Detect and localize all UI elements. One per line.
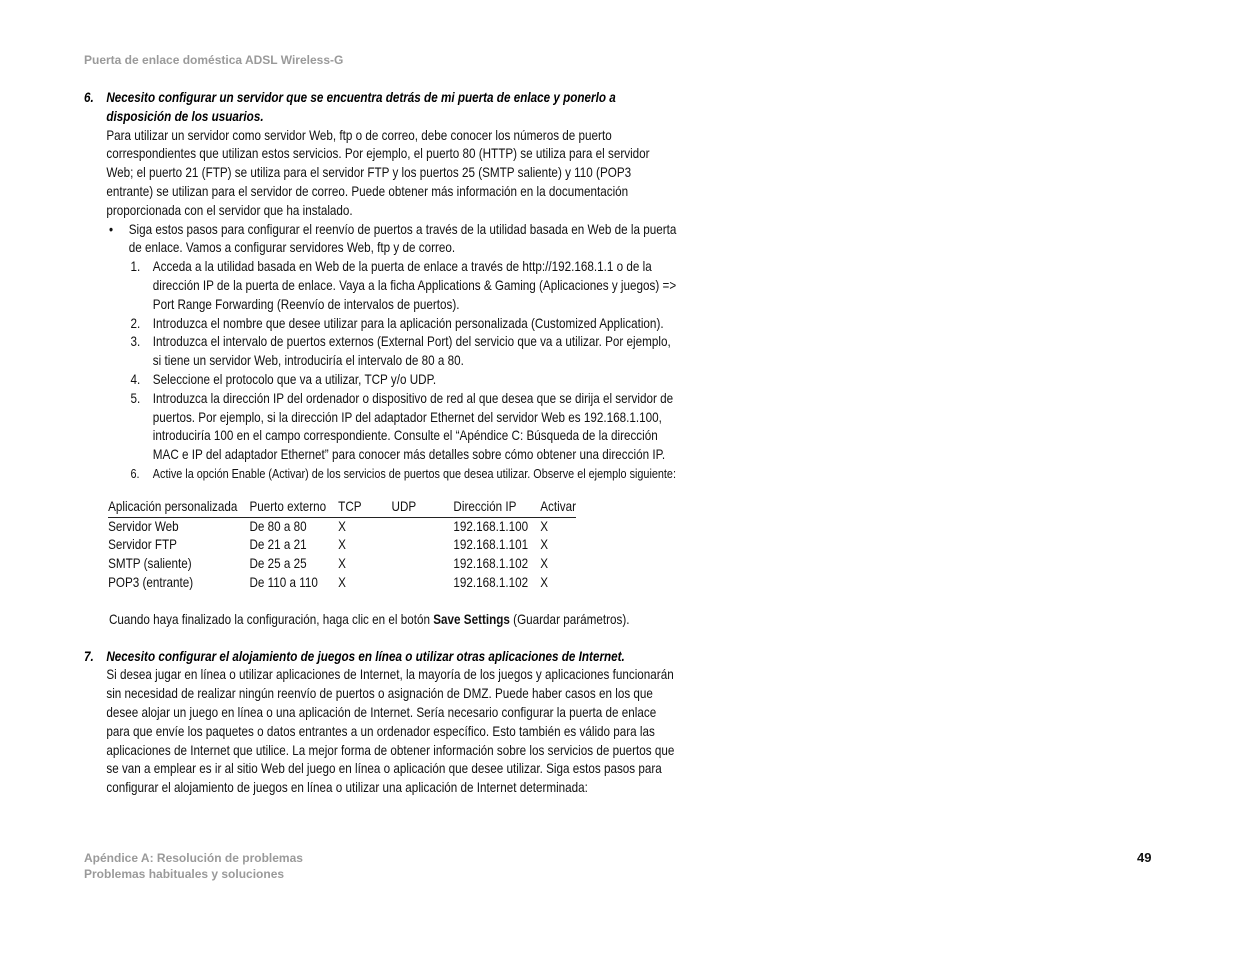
table-cell: X	[540, 574, 549, 590]
table-cell: X	[540, 537, 549, 553]
question-7-title-text: Necesito configurar el alojamiento de juegos en línea o utilizar otras aplicaciones de Internet.	[106, 648, 625, 664]
question-7	[84, 648, 677, 798]
step-number: 2.	[130, 315, 141, 331]
steps-list	[84, 258, 677, 484]
column-header: UDP	[392, 498, 454, 517]
save-settings-label: Save Settings	[433, 611, 510, 627]
footer-chapter: Apéndice A: Resolución de problemas	[84, 851, 303, 865]
step-number: 5.	[130, 390, 141, 406]
table-cell: POP3 (entrante)	[108, 574, 194, 590]
table-row	[108, 536, 576, 555]
step-number: 6.	[130, 466, 140, 481]
question-6-intro: Para utilizar un servidor como servidor Web, ftp o de correo, debe conocer los números de puerto correspondientes que utilizan estos servicios. Por ejemplo, el puerto 80 (HTTP) se utiliza para el servidor Web; el puerto 21 (FTP) se utiliza para el servidor FTP y los puertos 25 (SMTP saliente) y 110 (POP3 entrante) se utilizan para el servidor de correo. Puede obtener más información en la documentación proporcionada con el servidor que ha instalado.	[106, 127, 650, 218]
table-cell: Servidor Web	[108, 518, 179, 534]
column-header: Dirección IP	[453, 498, 540, 517]
port-forwarding-table	[108, 498, 576, 593]
step-number: 1.	[130, 259, 141, 275]
running-header: Puerta de enlace doméstica ADSL Wireless-G	[84, 53, 344, 67]
table-cell: X	[338, 518, 346, 534]
table-cell	[392, 517, 454, 536]
footer-section: Problemas habituales y soluciones	[84, 867, 285, 881]
table-cell	[392, 574, 454, 593]
step-text: Introduzca el intervalo de puertos externos (External Port) del servicio que va a utilizar. Por ejemplo, si tiene un servidor Web, introduciría el intervalo de 80 a 80.	[152, 334, 671, 369]
table-cell: De 25 a 25	[249, 556, 307, 572]
table-cell: 192.168.1.100	[453, 518, 529, 534]
table-cell	[392, 536, 454, 555]
step-text: Seleccione el protocolo que va a utilizar, TCP y/o UDP.	[152, 371, 437, 387]
table-cell: X	[338, 537, 346, 553]
page-footer	[84, 850, 303, 882]
save-text-before: Cuando haya finalizado la configuración, haga clic en el botón	[108, 611, 434, 627]
table-cell: De 80 a 80	[249, 518, 307, 534]
table-row	[108, 574, 576, 593]
step-text: Active la opción Enable (Activar) de los servicios de puertos que desea utilizar. Observe el ejemplo siguiente:	[152, 466, 676, 481]
column-header: TCP	[338, 498, 391, 517]
step-item	[84, 315, 677, 334]
question-6-number: 6.	[84, 90, 94, 105]
step-text: Acceda a la utilidad basada en Web de la puerta de enlace a través de http://192.168.1.1 o de la dirección IP de la puerta de enlace. Vaya a la ficha Applications & Gaming (Aplicaciones y juegos) => Port Range Forwarding (Reenvío de intervalos de puertos).	[152, 259, 677, 312]
step-number: 4.	[130, 371, 141, 387]
column-header: Aplicación personalizada	[108, 498, 249, 517]
table-cell	[392, 555, 454, 574]
table-cell: X	[540, 518, 549, 534]
step-item	[84, 333, 677, 371]
step-item	[84, 465, 677, 484]
step-number: 3.	[130, 334, 141, 350]
question-6-title	[84, 89, 677, 127]
table-cell: X	[338, 556, 346, 572]
page-number: 49	[1137, 850, 1152, 865]
question-7-number: 7.	[84, 648, 94, 664]
column-header: Activar	[540, 498, 576, 517]
table-cell: Servidor FTP	[108, 537, 177, 553]
question-6-bullet	[84, 221, 677, 259]
table-cell: 192.168.1.102	[453, 556, 529, 572]
table-cell: SMTP (saliente)	[108, 556, 192, 572]
question-7-title	[84, 648, 677, 667]
bullet-icon: •	[108, 221, 114, 237]
table-cell: X	[540, 556, 549, 572]
table-cell: X	[338, 574, 346, 590]
step-item	[84, 258, 677, 314]
bullet-text: Siga estos pasos para configurar el reenvío de puertos a través de la utilidad basada en Web de la puerta de enlace. Vamos a configurar servidores Web, ftp y de correo.	[128, 221, 677, 256]
step-item	[84, 371, 677, 390]
table-row	[108, 555, 576, 574]
table-cell: De 110 a 110	[249, 574, 318, 590]
column-header: Puerto externo	[249, 498, 338, 517]
step-text: Introduzca la dirección IP del ordenador o dispositivo de red al que desea que se dirija el servidor de puertos. Por ejemplo, si la dirección IP del adaptador Ethernet del servidor Web es 192.168.1.100, introduciría 100 en el campo correspondiente. Consulte el “Apéndice C: Búsqueda de la dirección MAC e IP del adaptador Ethernet” para conocer más detalles sobre cómo obtener una dirección IP.	[152, 390, 674, 463]
table-header-row	[108, 498, 576, 517]
step-item	[84, 390, 677, 465]
question-7-body: Si desea jugar en línea o utilizar aplicaciones de Internet, la mayoría de los juegos y aplicaciones funcionarán sin necesidad de realizar ningún reenvío de puertos o asignación de DMZ. Puede haber casos en los que desee alojar un juego en línea o una aplicación de Internet. Sería necesario configurar la puerta de enlace para que envíe los paquetes o datos entrantes a un ordenador específico. Esto también es válido para las aplicaciones de Internet que utilice. La mejor forma de obtener información sobre los servicios de puertos que se van a emplear es ir al sitio Web del juego en línea o aplicación que desee utilizar. Siga estos pasos para configurar el alojamiento de juegos en línea o utilizar una aplicación de Internet determinada:	[106, 667, 675, 796]
save-text-after: (Guardar parámetros).	[509, 611, 630, 627]
save-settings-instruction	[84, 611, 677, 630]
table-cell: 192.168.1.102	[453, 574, 529, 590]
table-cell: 192.168.1.101	[453, 537, 529, 553]
page-body	[84, 89, 677, 798]
table-row	[108, 517, 576, 536]
step-text: Introduzca el nombre que desee utilizar para la aplicación personalizada (Customized Application).	[152, 315, 664, 331]
table-cell: De 21 a 21	[249, 537, 307, 553]
question-6-title-text: Necesito configurar un servidor que se encuentra detrás de mi puerta de enlace y ponerlo a disposición de los usuarios.	[106, 90, 616, 124]
